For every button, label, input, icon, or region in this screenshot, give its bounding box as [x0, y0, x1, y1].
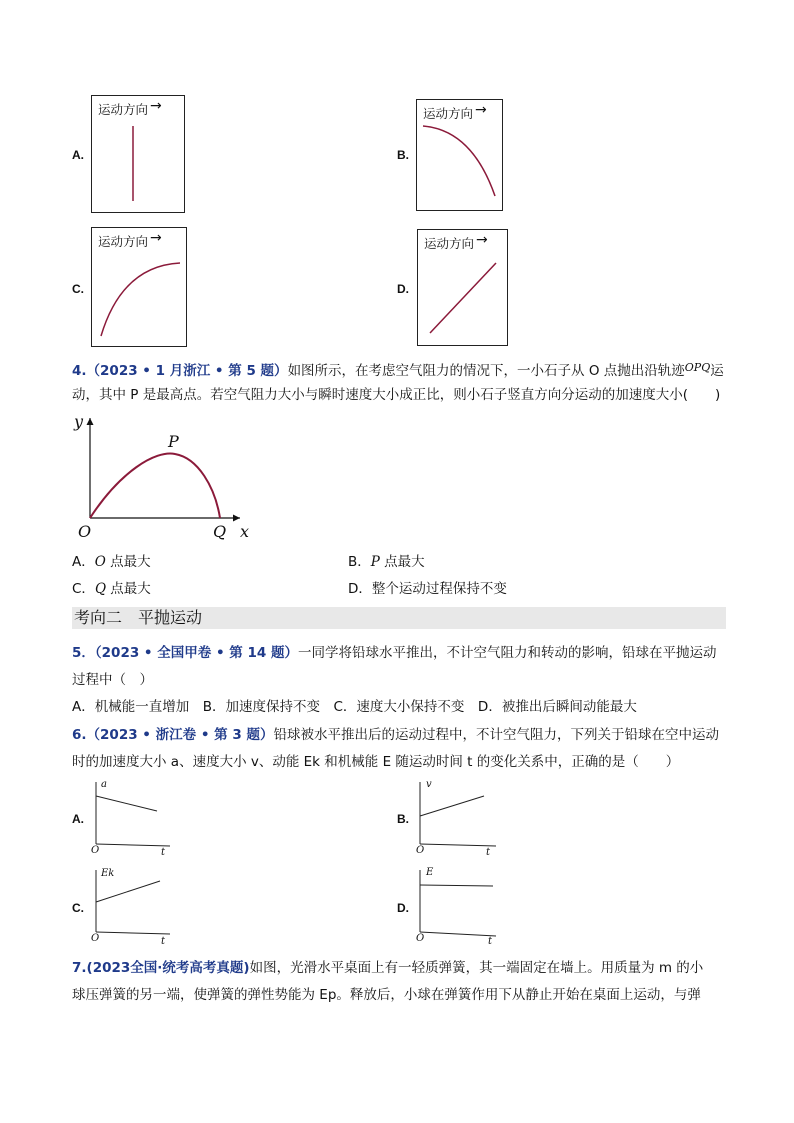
- q4-option-a[interactable]: A．O 点最大: [72, 554, 151, 570]
- q4-stem-line2: 动，其中 P 是最高点。若空气阻力大小与瞬时速度大小成正比，则小石子竖直方向分运动的加速度大小( ): [72, 387, 721, 403]
- q6-d-yaxis: E: [426, 867, 434, 878]
- q4-text-end: 运: [710, 363, 724, 379]
- arrow-right-icon: →: [475, 102, 487, 118]
- q7-text: 如图，光滑水平桌面上有一轻质弹簧，其一端固定在墙上。用质量为 m 的小: [249, 960, 704, 976]
- trajectory-curve: [90, 454, 220, 518]
- q7-stem-line1: [72, 959, 703, 977]
- q3-a-curve: [92, 96, 186, 214]
- q6-number: 6.: [72, 727, 87, 743]
- q6-text: 铅球被水平推出后的运动过程中，不计空气阻力，下列关于铅球在空中运动: [273, 727, 719, 743]
- q6-b-yaxis: v: [426, 779, 432, 790]
- q6-d-origin: O: [416, 933, 425, 944]
- arrow-right-icon: →: [476, 232, 488, 248]
- q6-graph-b: [414, 778, 504, 858]
- q4-x-label: x: [240, 522, 250, 541]
- q5-text: 一同学将铅球水平推出，不计空气阻力和转动的影响，铅球在平抛运动: [297, 645, 717, 661]
- q6-option-c-label: C.: [72, 901, 84, 915]
- arrow-right-icon: →: [150, 98, 162, 114]
- q6-stem-line2: 时的加速度大小 a、速度大小 v、动能 Ek 和机械能 E 随运动时间 t 的变化关系中，正确的是（ ）: [72, 754, 680, 770]
- q6-b-origin: O: [416, 845, 425, 856]
- q5-stem-line1: [72, 644, 716, 662]
- q4-option-d[interactable]: D．整个运动过程保持不变: [348, 581, 507, 597]
- q5-source: （2023 • 全国甲卷 • 第 14 题）: [94, 645, 298, 661]
- q4-number: 4.: [72, 363, 87, 379]
- q6-stem-line1: [72, 726, 719, 744]
- q6-d-xaxis: t: [488, 936, 493, 947]
- panel-title: 运动方向: [98, 234, 149, 249]
- q4-stem-line1: [72, 359, 724, 380]
- q4-origin-label: O: [78, 522, 92, 541]
- q6-option-a-label: A.: [72, 812, 84, 826]
- q6-graph-d: [414, 866, 504, 946]
- q3-b-curve: [417, 100, 504, 212]
- q3-option-b-panel: [416, 99, 503, 211]
- q6-c-yaxis: Ek: [101, 868, 115, 879]
- q6-a-origin: O: [91, 845, 100, 856]
- q3-c-curve: [92, 228, 188, 348]
- q6-option-d-label: D.: [397, 901, 409, 915]
- q3-option-b-label: B.: [397, 148, 409, 162]
- q7-number: 7.: [72, 960, 87, 976]
- q6-a-xaxis: t: [161, 847, 166, 858]
- q6-c-xaxis: t: [161, 936, 166, 947]
- q4-path-label: OPQ: [684, 361, 711, 374]
- q3-option-c-label: C.: [72, 282, 84, 296]
- q7-source: (2023全国·统考高考真题): [86, 960, 250, 976]
- q6-a-yaxis: a: [101, 779, 107, 790]
- q4-y-label: y: [74, 412, 84, 431]
- q5-stem-line2: 过程中（ ）: [72, 672, 153, 688]
- q3-option-a-label: A.: [72, 148, 84, 162]
- q6-b-xaxis: t: [486, 847, 491, 858]
- q6-source: （2023 • 浙江卷 • 第 3 题）: [86, 727, 274, 743]
- panel-title: 运动方向: [424, 236, 475, 251]
- q3-d-curve: [418, 230, 509, 347]
- q3-option-a-panel: [91, 95, 185, 213]
- q4-option-c[interactable]: C．Q 点最大: [72, 581, 151, 597]
- q5-options[interactable]: A．机械能一直增加 B．加速度保持不变 C．速度大小保持不变 D．被推出后瞬间动能最大: [72, 699, 637, 715]
- q4-end-label: Q: [213, 522, 227, 541]
- q3-option-d-label: D.: [397, 282, 409, 296]
- q4-text: 如图所示，在考虑空气阻力的情况下，一小石子从 O 点抛出沿轨迹: [287, 363, 685, 379]
- q5-number: 5．: [72, 645, 95, 661]
- arrow-right-icon: →: [150, 230, 162, 246]
- q6-graph-a: [90, 778, 180, 858]
- q6-option-b-label: B.: [397, 812, 409, 826]
- q3-option-c-panel: [91, 227, 187, 347]
- q7-stem-line2: 球压弹簧的另一端，使弹簧的弹性势能为 Ep。释放后，小球在弹簧作用下从静止开始在桌面上运动，与弹: [72, 987, 701, 1003]
- q4-peak-label: P: [168, 432, 179, 451]
- q4-option-b[interactable]: B．P 点最大: [348, 554, 425, 570]
- q4-source: （2023 • 1 月浙江 • 第 5 题）: [86, 363, 288, 379]
- panel-title: 运动方向: [423, 106, 474, 121]
- q3-option-d-panel: [417, 229, 508, 346]
- q6-c-origin: O: [91, 933, 100, 944]
- panel-title: 运动方向: [98, 102, 149, 117]
- section-heading: 考向二 平抛运动: [72, 607, 726, 629]
